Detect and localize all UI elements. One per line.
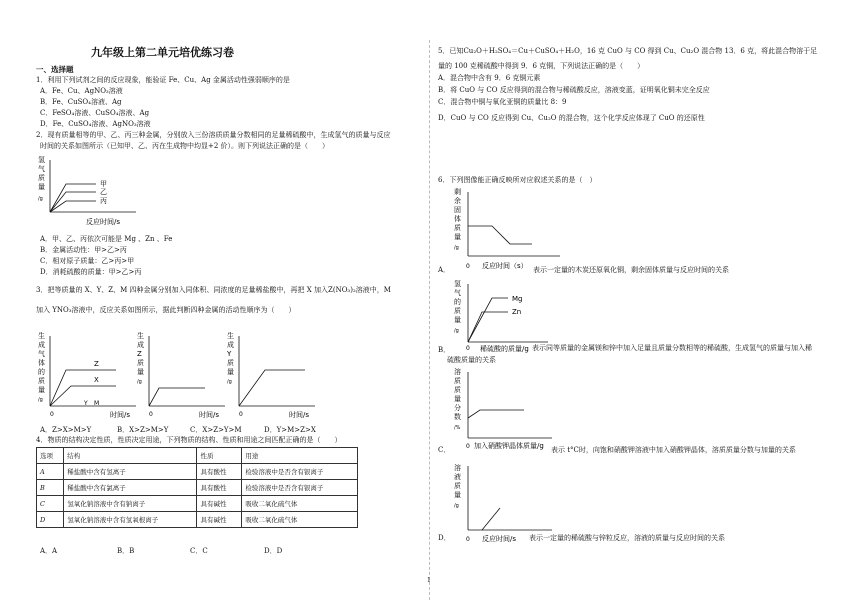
q3c2-ylabel-4: 质 <box>137 359 144 367</box>
q5-option-c: C．混合物中铜与氧化亚铜的质量比 8：9 <box>438 98 567 106</box>
q2-series-bing: 丙 <box>100 197 107 205</box>
q6a-ylabel-2: 余 <box>454 197 461 205</box>
q4-option-b: B．B <box>117 547 135 555</box>
q6c-ylabel-6: 数 <box>454 413 461 421</box>
q6b-ylabel-5: 量 <box>454 316 461 324</box>
table-header-cell: 选项 <box>37 448 64 464</box>
q6b-ylabel-6: /g <box>454 328 459 334</box>
q3c3-line <box>239 370 305 406</box>
q3-chart-2 <box>135 330 225 422</box>
q6a-origin: 0 <box>466 263 470 270</box>
q1-option-c: C．FeSO₄溶液、CuSO₄溶液、Ag <box>40 109 150 117</box>
table-cell: 吸收二氧化硫气体 <box>242 496 358 512</box>
q6c-ylabel-5: 分 <box>454 404 461 412</box>
q6a-letter: A． <box>438 266 451 274</box>
q2-ylabel-3: 质 <box>38 174 45 182</box>
q3c2-ylabel-1: 生 <box>137 332 144 340</box>
q6b-ylabel-2: 气 <box>454 289 461 297</box>
q2-option-b: B．金属活动性：甲>乙>丙 <box>40 246 127 254</box>
q1-option-b: B．Fe、CuSO₄溶液、Ag <box>40 98 122 106</box>
q6b-origin: 0 <box>466 345 470 352</box>
q6d-xlabel: 反应时间/s <box>482 535 517 543</box>
q2-line-jia <box>50 184 96 212</box>
q4-stem: 4．物质的结构决定性质，性质决定用途，下列物质的结构、性质和用途之间匹配正确的是（ ） <box>36 436 342 444</box>
table-cell: A <box>37 464 64 480</box>
table-cell: 具有酸性 <box>197 480 242 496</box>
q1-stem: 1．利用下列试剂之间的反应现象，能验证 Fe、Cu、Ag 金属活动性强弱顺序的是 <box>36 76 290 84</box>
q3-option-b: B．X>Z>M>Y <box>117 426 169 434</box>
q3c1-ylabel-4: 体 <box>38 359 45 367</box>
page-number: 1 <box>427 577 431 584</box>
q3-option-d: D．Y>M>Z>X <box>264 426 316 434</box>
q4-option-d: D．D <box>264 547 283 555</box>
table-header-cell: 用途 <box>242 448 358 464</box>
q6a-chart <box>452 186 562 272</box>
q6-stem: 6．下列图像能正确反映所对应叙述关系的是（ ） <box>438 176 597 184</box>
q6c-ylabel-2: 质 <box>454 377 461 385</box>
q6a-ylabel-4: 体 <box>454 215 461 223</box>
q3c2-origin: 0 <box>149 411 153 418</box>
q3c1-line-z <box>50 370 116 406</box>
q6b-letter: B． <box>438 346 451 354</box>
q2-stem-line2: 时间的关系如图所示（已知甲、乙、丙在生成物中均显+2 价）。则下列说法正确的是（ ） <box>40 142 330 150</box>
q6c-origin: 0 <box>466 443 470 450</box>
q2-ylabel-2: 气 <box>38 165 45 173</box>
q4-option-c: C．C <box>190 547 208 555</box>
q3c1-series-y: Y <box>84 400 88 407</box>
q6c-xlabel: 加入硝酸钾晶体质量/g <box>474 442 544 450</box>
table-cell: B <box>37 480 64 496</box>
table-cell: 检验溶液中是否含有银离子 <box>242 464 358 480</box>
q3c1-ylabel-2: 成 <box>38 341 45 349</box>
q6b-series-zn: Zn <box>512 308 522 316</box>
q3c2-ylabel-6: /g <box>137 379 142 385</box>
q3c1-ylabel-3: 气 <box>38 350 45 358</box>
q2-chart <box>36 152 146 232</box>
q3c3-origin: 0 <box>239 411 243 418</box>
q2-ylabel-5: /g <box>38 196 43 202</box>
q6c-ylabel-3: 质 <box>454 386 461 394</box>
q2-xlabel: 反应时间/s <box>86 218 121 226</box>
q6a-ylabel-5: 质 <box>454 224 461 232</box>
q3c1-ylabel-1: 生 <box>38 332 45 340</box>
q6d-desc: 表示一定量的稀硫酸与锌粒反应，溶液的质量与反应时间的关系 <box>529 534 725 542</box>
q6b-xlabel: 稀硫酸的质量/g <box>480 345 529 353</box>
q2-option-a: A．甲、乙、丙依次可能是 Mg 、Zn 、Fe <box>40 235 173 243</box>
q6c-chart <box>452 366 562 454</box>
table-cell: 吸收二氧化硫气体 <box>242 512 358 528</box>
q6b-chart <box>452 278 562 354</box>
q1-option-d: D．Fe、CuSO₄溶液、AgNO₃溶液 <box>40 120 151 128</box>
section-heading: 一、选择题 <box>36 65 74 74</box>
q6b-desc-line2: 硫酸质量的关系 <box>447 356 496 364</box>
q3c1-series-m: M <box>94 400 100 407</box>
table-row <box>37 464 358 480</box>
table-cell: 稀盐酸中含有氢离子 <box>64 464 197 480</box>
q3-option-a: A．Z>X>M>Y <box>40 426 92 434</box>
q6d-ylabel-3: 质 <box>454 482 461 490</box>
q3c1-series-z: Z <box>94 360 99 368</box>
table-cell: 氢氧化钠溶液中含有氢氧根离子 <box>64 512 197 528</box>
q3c1-ylabel-6: 质 <box>38 377 45 385</box>
q3c3-ylabel-3: Y <box>227 350 232 358</box>
table-row <box>37 512 358 528</box>
q6c-letter: C． <box>438 446 451 454</box>
table-header-cell: 结构 <box>64 448 197 464</box>
q5-option-b: B．将 CuO 与 CO 反应得到的混合物与稀硫酸反应，溶液变蓝，证明氧化铜未完全反应 <box>438 86 710 94</box>
q6a-ylabel-3: 固 <box>454 206 461 214</box>
q6d-ylabel-2: 液 <box>454 473 461 481</box>
q2-series-jia: 甲 <box>100 180 107 188</box>
q3c1-ylabel-7: 量 <box>38 386 45 394</box>
table-row <box>37 480 358 496</box>
q4-option-a: A．A <box>40 547 58 555</box>
q3-chart-3 <box>225 330 315 422</box>
q3c2-xlabel: 时间/s <box>199 411 220 419</box>
q2-ylabel-1: 氢 <box>38 156 45 164</box>
q3c3-ylabel-6: /g <box>227 379 232 385</box>
q3-stem-line1: 3．把等质量的 X、Y、Z、M 四种金属分别加入同体积、同浓度的足量稀盐酸中，再把 X 加入Z(NO₃)₂溶液中，M <box>36 286 391 294</box>
q6d-letter: D． <box>438 534 451 542</box>
q6a-ylabel-6: 量 <box>454 233 461 241</box>
q2-line-bing <box>50 201 96 212</box>
q3-chart-1 <box>36 330 136 422</box>
q5-stem-line1: 5．已知Cu₂O＋H₂SO₄＝Cu＋CuSO₄＋H₂O，16 克 CuO 与 CO 得到 Cu、Cu₂O 混合物 13．6 克，将此混合物溶于足 <box>438 47 818 55</box>
q6b-desc-line1: 表示同等质量的金属镁和锌中加入足量且质量分数相等的稀硫酸，生成氢气的质量与加入稀 <box>532 344 812 352</box>
table-row <box>37 496 358 512</box>
q3c2-ylabel-2: 成 <box>137 341 144 349</box>
q6b-ylabel-4: 质 <box>454 307 461 315</box>
q3c1-ylabel-5: 的 <box>38 368 45 376</box>
table-cell: C <box>37 496 64 512</box>
q3c1-series-x: X <box>94 376 99 384</box>
q2-ylabel-4: 量 <box>38 183 45 191</box>
q3-stem-line2: 加入 YNO₃溶液中，反应关系如图所示，据此判断四种金属的活动性顺序为（ ） <box>36 306 296 314</box>
q2-stem-line1: 2．现有质量相等的甲、乙、丙三种金属，分别放入三份溶质质量分数相同的足量稀硫酸中，生成氢气的质量与反应 <box>36 131 391 139</box>
table-cell: D <box>37 512 64 528</box>
table-header-row <box>37 448 358 464</box>
q6d-origin: 0 <box>466 536 470 543</box>
q3c3-ylabel-5: 量 <box>227 368 234 376</box>
q6d-line <box>482 508 500 530</box>
q6c-line <box>468 410 524 418</box>
q3c1-origin: 0 <box>50 411 54 418</box>
q3c2-ylabel-5: 量 <box>137 368 144 376</box>
q3c3-ylabel-1: 生 <box>227 332 234 340</box>
q6d-ylabel-4: 量 <box>454 491 461 499</box>
table-cell: 具有碱性 <box>197 496 242 512</box>
q6c-ylabel-4: 量 <box>454 395 461 403</box>
table-cell: 具有碱性 <box>197 512 242 528</box>
q3c3-xlabel: 时间/s <box>289 411 310 419</box>
q6c-ylabel-1: 溶 <box>454 368 461 376</box>
table-cell: 检验溶液中是否含有银离子 <box>242 480 358 496</box>
q6a-desc: 表示一定量的木炭还原氧化铜，剩余固体质量与反应时间的关系 <box>533 266 729 274</box>
q6a-xlabel: 反应时间（s） <box>482 262 528 270</box>
q3c3-ylabel-2: 成 <box>227 341 234 349</box>
q6d-ylabel-1: 溶 <box>454 464 461 472</box>
q6b-ylabel-3: 的 <box>454 298 461 306</box>
table-header-cell: 性质 <box>197 448 242 464</box>
q6c-ylabel-7: /% <box>454 425 461 431</box>
q6a-ylabel-1: 剩 <box>454 188 461 196</box>
q6b-series-mg: Mg <box>512 295 523 303</box>
q3c1-line-x <box>50 386 116 406</box>
q6c-desc: 表示 t°C时，向饱和硝酸钾溶液中加入硝酸钾晶体，溶质质量分数与加量的关系 <box>551 446 796 454</box>
q3-option-c: C．X>Z>Y>M <box>190 426 242 434</box>
table-cell: 具有酸性 <box>197 464 242 480</box>
q2-series-yi: 乙 <box>100 188 107 196</box>
q6b-ylabel-1: 氢 <box>454 280 461 288</box>
q3c1-ylabel-8: /g <box>38 397 43 403</box>
q4-table <box>36 447 358 528</box>
q6a-line <box>468 226 532 244</box>
q3c2-ylabel-3: Z <box>137 350 142 358</box>
q5-option-a: A．混合物中含有 9．6 克铜元素 <box>438 74 541 82</box>
q3c2-line <box>149 388 205 406</box>
q3c3-ylabel-4: 质 <box>227 359 234 367</box>
q2-option-d: D．消耗硫酸的质量：甲>乙>丙 <box>40 268 142 276</box>
q1-option-a: A．Fe、Cu、AgNO₃溶液 <box>40 87 123 95</box>
page-title: 九年级上第二单元培优练习卷 <box>91 46 234 59</box>
q6b-line-mg <box>468 298 508 342</box>
q6b-line-zn <box>468 312 508 342</box>
table-cell: 氢氧化钠溶液中含有钠离子 <box>64 496 197 512</box>
q6a-ylabel-7: /g <box>454 245 459 251</box>
column-divider <box>429 40 430 600</box>
table-cell: 稀盐酸中含有氯离子 <box>64 480 197 496</box>
q3c1-xlabel: 时间/s <box>110 411 131 419</box>
q2-line-yi <box>50 192 96 212</box>
q5-stem-line2: 量的 100 克稀硫酸中得到 9．6 克铜，下列说法正确的是（ ） <box>438 62 645 70</box>
q2-option-c: C．相对原子质量：乙>丙>甲 <box>40 257 135 265</box>
q5-option-d: D．CuO 与 CO 反应得到 Cu、Cu₂O 的混合物，这个化学反应体现了 CuO 的还原性 <box>438 114 705 122</box>
q6d-ylabel-5: /g <box>454 503 459 509</box>
